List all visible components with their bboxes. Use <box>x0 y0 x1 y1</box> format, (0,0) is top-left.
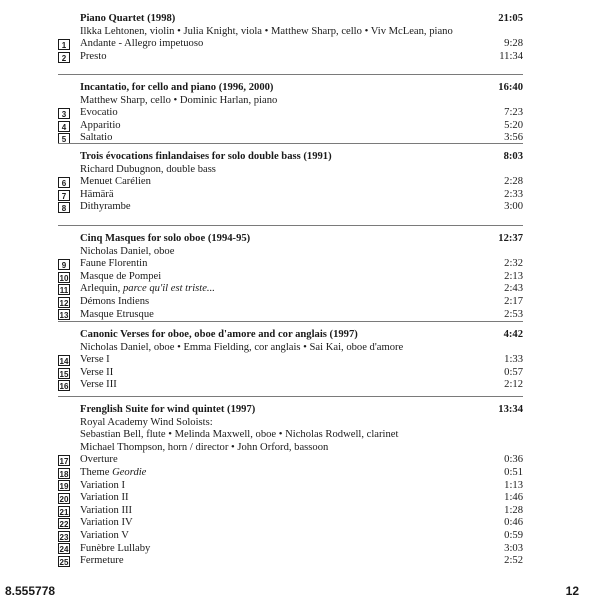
track-title <box>80 543 150 556</box>
track-title-italic: parce qu'il est triste... <box>122 283 215 295</box>
track-title <box>80 480 125 493</box>
track-title <box>80 454 118 467</box>
track-title <box>80 367 113 380</box>
track-duration: 11:34 <box>499 50 523 62</box>
track-title-text: Masque Etrusque <box>80 308 154 320</box>
track-title-text: Variation III <box>80 504 133 516</box>
track-title-text: Masque de Pompei <box>80 270 162 282</box>
track-number-box: 6 <box>58 177 70 188</box>
track-number-box: 20 <box>59 494 69 504</box>
track-title-text: Presto <box>80 50 107 62</box>
track-title <box>80 201 131 214</box>
track-number-box: 17 <box>59 457 69 467</box>
track-number-box: 25 <box>59 557 69 567</box>
track-duration: 0:36 <box>504 454 523 466</box>
track-title-text: Saltatio <box>80 132 113 144</box>
track-title-text: Variation IV <box>80 517 133 529</box>
track-title-text: Verse I <box>80 354 110 366</box>
track-title <box>80 379 117 392</box>
work-total-duration: 16:40 <box>498 82 523 93</box>
track-title <box>80 467 146 480</box>
track-title <box>80 189 114 202</box>
track-title <box>80 120 121 133</box>
track-title <box>80 176 151 189</box>
track-duration: 3:56 <box>504 132 523 144</box>
track-duration: 7:23 <box>504 107 523 119</box>
track-title-italic: Geordie <box>112 467 147 478</box>
track-title-text: Dithyrambe <box>80 201 131 213</box>
track-duration: 2:32 <box>504 258 523 270</box>
track-duration: 0:51 <box>504 467 523 478</box>
track-number-box: 9 <box>58 259 70 270</box>
track-number-box: 16 <box>59 382 69 392</box>
track-number-box: 15 <box>59 369 69 379</box>
track-title <box>80 51 106 64</box>
track-number-box: 12 <box>59 298 69 308</box>
track-title-text: Arlequin, <box>80 283 123 295</box>
track-duration: 9:28 <box>504 38 523 50</box>
track-title-text: Verse III <box>80 379 117 391</box>
track-number-box: 14 <box>59 356 69 366</box>
track-number-box: 23 <box>59 532 69 542</box>
track-title-text: Variation II <box>80 492 129 504</box>
work-title: Cinq Masques for solo oboe (1994-95) <box>80 233 251 244</box>
work-title: Frenglish Suite for wind quintet (1997) <box>80 404 256 415</box>
performer-credit: Sebastian Bell, flute • Melinda Maxwell, oboe • Nicholas Rodwell, clarinet <box>80 429 399 441</box>
track-number-box: 8 <box>58 202 70 213</box>
track-title <box>80 530 129 543</box>
track-title-text: Démons Indiens <box>80 296 150 307</box>
track-duration: 1:13 <box>504 479 523 491</box>
track-title <box>80 38 203 51</box>
section-divider <box>58 74 523 75</box>
track-duration: 2:17 <box>504 296 523 307</box>
track-number-box: 1 <box>58 39 70 50</box>
track-title <box>80 555 124 568</box>
track-title-text: Verse II <box>80 366 114 378</box>
track-number-box: 5 <box>58 133 70 144</box>
track-title <box>80 107 118 120</box>
track-title <box>80 505 132 518</box>
performer-credit: Michael Thompson, horn / director • John Orford, bassoon <box>80 441 329 453</box>
performer-credit: Ilkka Lehtonen, violin • Julia Knight, viola • Matthew Sharp, cello • Viv McLean, piano <box>80 25 453 37</box>
track-duration: 2:52 <box>504 555 523 567</box>
track-title-text: Variation V <box>80 530 129 541</box>
work-title: Incantatio, for cello and piano (1996, 2000) <box>80 82 274 93</box>
track-number-box: 18 <box>59 469 69 479</box>
track-duration: 5:20 <box>504 119 523 131</box>
track-title-text: Faune Florentin <box>80 258 148 270</box>
track-title-text: Funèbre Lullaby <box>80 542 151 554</box>
track-title <box>80 492 129 505</box>
track-duration: 2:12 <box>504 379 523 391</box>
track-duration: 2:53 <box>504 308 523 320</box>
track-title-text: Fermeture <box>80 555 124 567</box>
track-title-text: Andante - Allegro impetuoso <box>80 38 204 50</box>
section-divider <box>58 396 523 397</box>
performer-credit: Nicholas Daniel, oboe <box>80 245 175 257</box>
track-duration: 2:33 <box>504 188 523 200</box>
track-title-text: Hämärä <box>80 188 114 200</box>
page-number: 12 <box>565 584 579 598</box>
track-duration: 2:43 <box>504 283 523 295</box>
track-title <box>80 258 147 271</box>
track-title-text: Variation I <box>80 479 126 491</box>
section-divider <box>58 143 523 144</box>
track-number-box: 3 <box>58 108 70 119</box>
work-title: Trois évocations finlandaises for solo double bass (1991) <box>80 151 332 162</box>
track-title <box>80 283 215 296</box>
work-title: Piano Quartet (1998) <box>80 13 176 24</box>
track-title-text: Theme <box>80 467 113 478</box>
track-title <box>80 517 133 530</box>
work-total-duration: 13:34 <box>498 404 523 415</box>
track-duration: 0:46 <box>504 517 523 529</box>
track-title <box>80 271 161 284</box>
performer-credit: Nicholas Daniel, oboe • Emma Fielding, cor anglais • Sai Kai, oboe d'amore <box>80 341 404 353</box>
track-duration: 2:28 <box>504 176 523 188</box>
track-number-box: 24 <box>59 545 69 555</box>
track-number-box: 13 <box>59 311 69 321</box>
track-duration: 2:13 <box>504 270 523 282</box>
track-duration: 0:57 <box>504 366 523 378</box>
track-title <box>80 309 154 322</box>
track-duration: 3:03 <box>504 542 523 554</box>
section-divider <box>58 225 523 226</box>
track-title <box>80 296 149 309</box>
catalog-number: 8.555778 <box>5 584 56 598</box>
track-number-box: 11 <box>59 286 69 296</box>
track-number-box: 10 <box>59 273 69 283</box>
track-number-box: 21 <box>59 507 69 517</box>
performer-credit: Royal Academy Wind Soloists: <box>80 416 213 428</box>
work-total-duration: 8:03 <box>503 151 523 162</box>
section-divider <box>58 321 523 322</box>
work-title: Canonic Verses for oboe, oboe d'amore and cor anglais (1997) <box>80 329 358 340</box>
track-title-text: Evocatio <box>80 107 118 119</box>
work-total-duration: 12:37 <box>498 233 523 244</box>
track-duration: 1:28 <box>504 504 523 516</box>
performer-credit: Matthew Sharp, cello • Dominic Harlan, piano <box>80 94 278 106</box>
track-number-box: 2 <box>58 52 70 63</box>
performer-credit: Richard Dubugnon, double bass <box>80 163 216 175</box>
track-number-box: 4 <box>58 121 70 132</box>
track-duration: 3:00 <box>504 201 523 213</box>
track-title <box>80 354 110 367</box>
track-number-box: 7 <box>58 190 70 201</box>
work-total-duration: 21:05 <box>498 13 523 24</box>
track-duration: 1:33 <box>504 354 523 366</box>
work-total-duration: 4:42 <box>503 329 523 340</box>
track-duration: 1:46 <box>504 492 523 504</box>
track-title-text: Overture <box>80 454 118 466</box>
track-number-box: 22 <box>59 520 69 530</box>
track-title-text: Menuet Carélien <box>80 176 151 188</box>
track-number-box: 19 <box>59 482 69 492</box>
track-title-text: Apparitio <box>80 119 121 131</box>
track-duration: 0:59 <box>504 530 523 541</box>
